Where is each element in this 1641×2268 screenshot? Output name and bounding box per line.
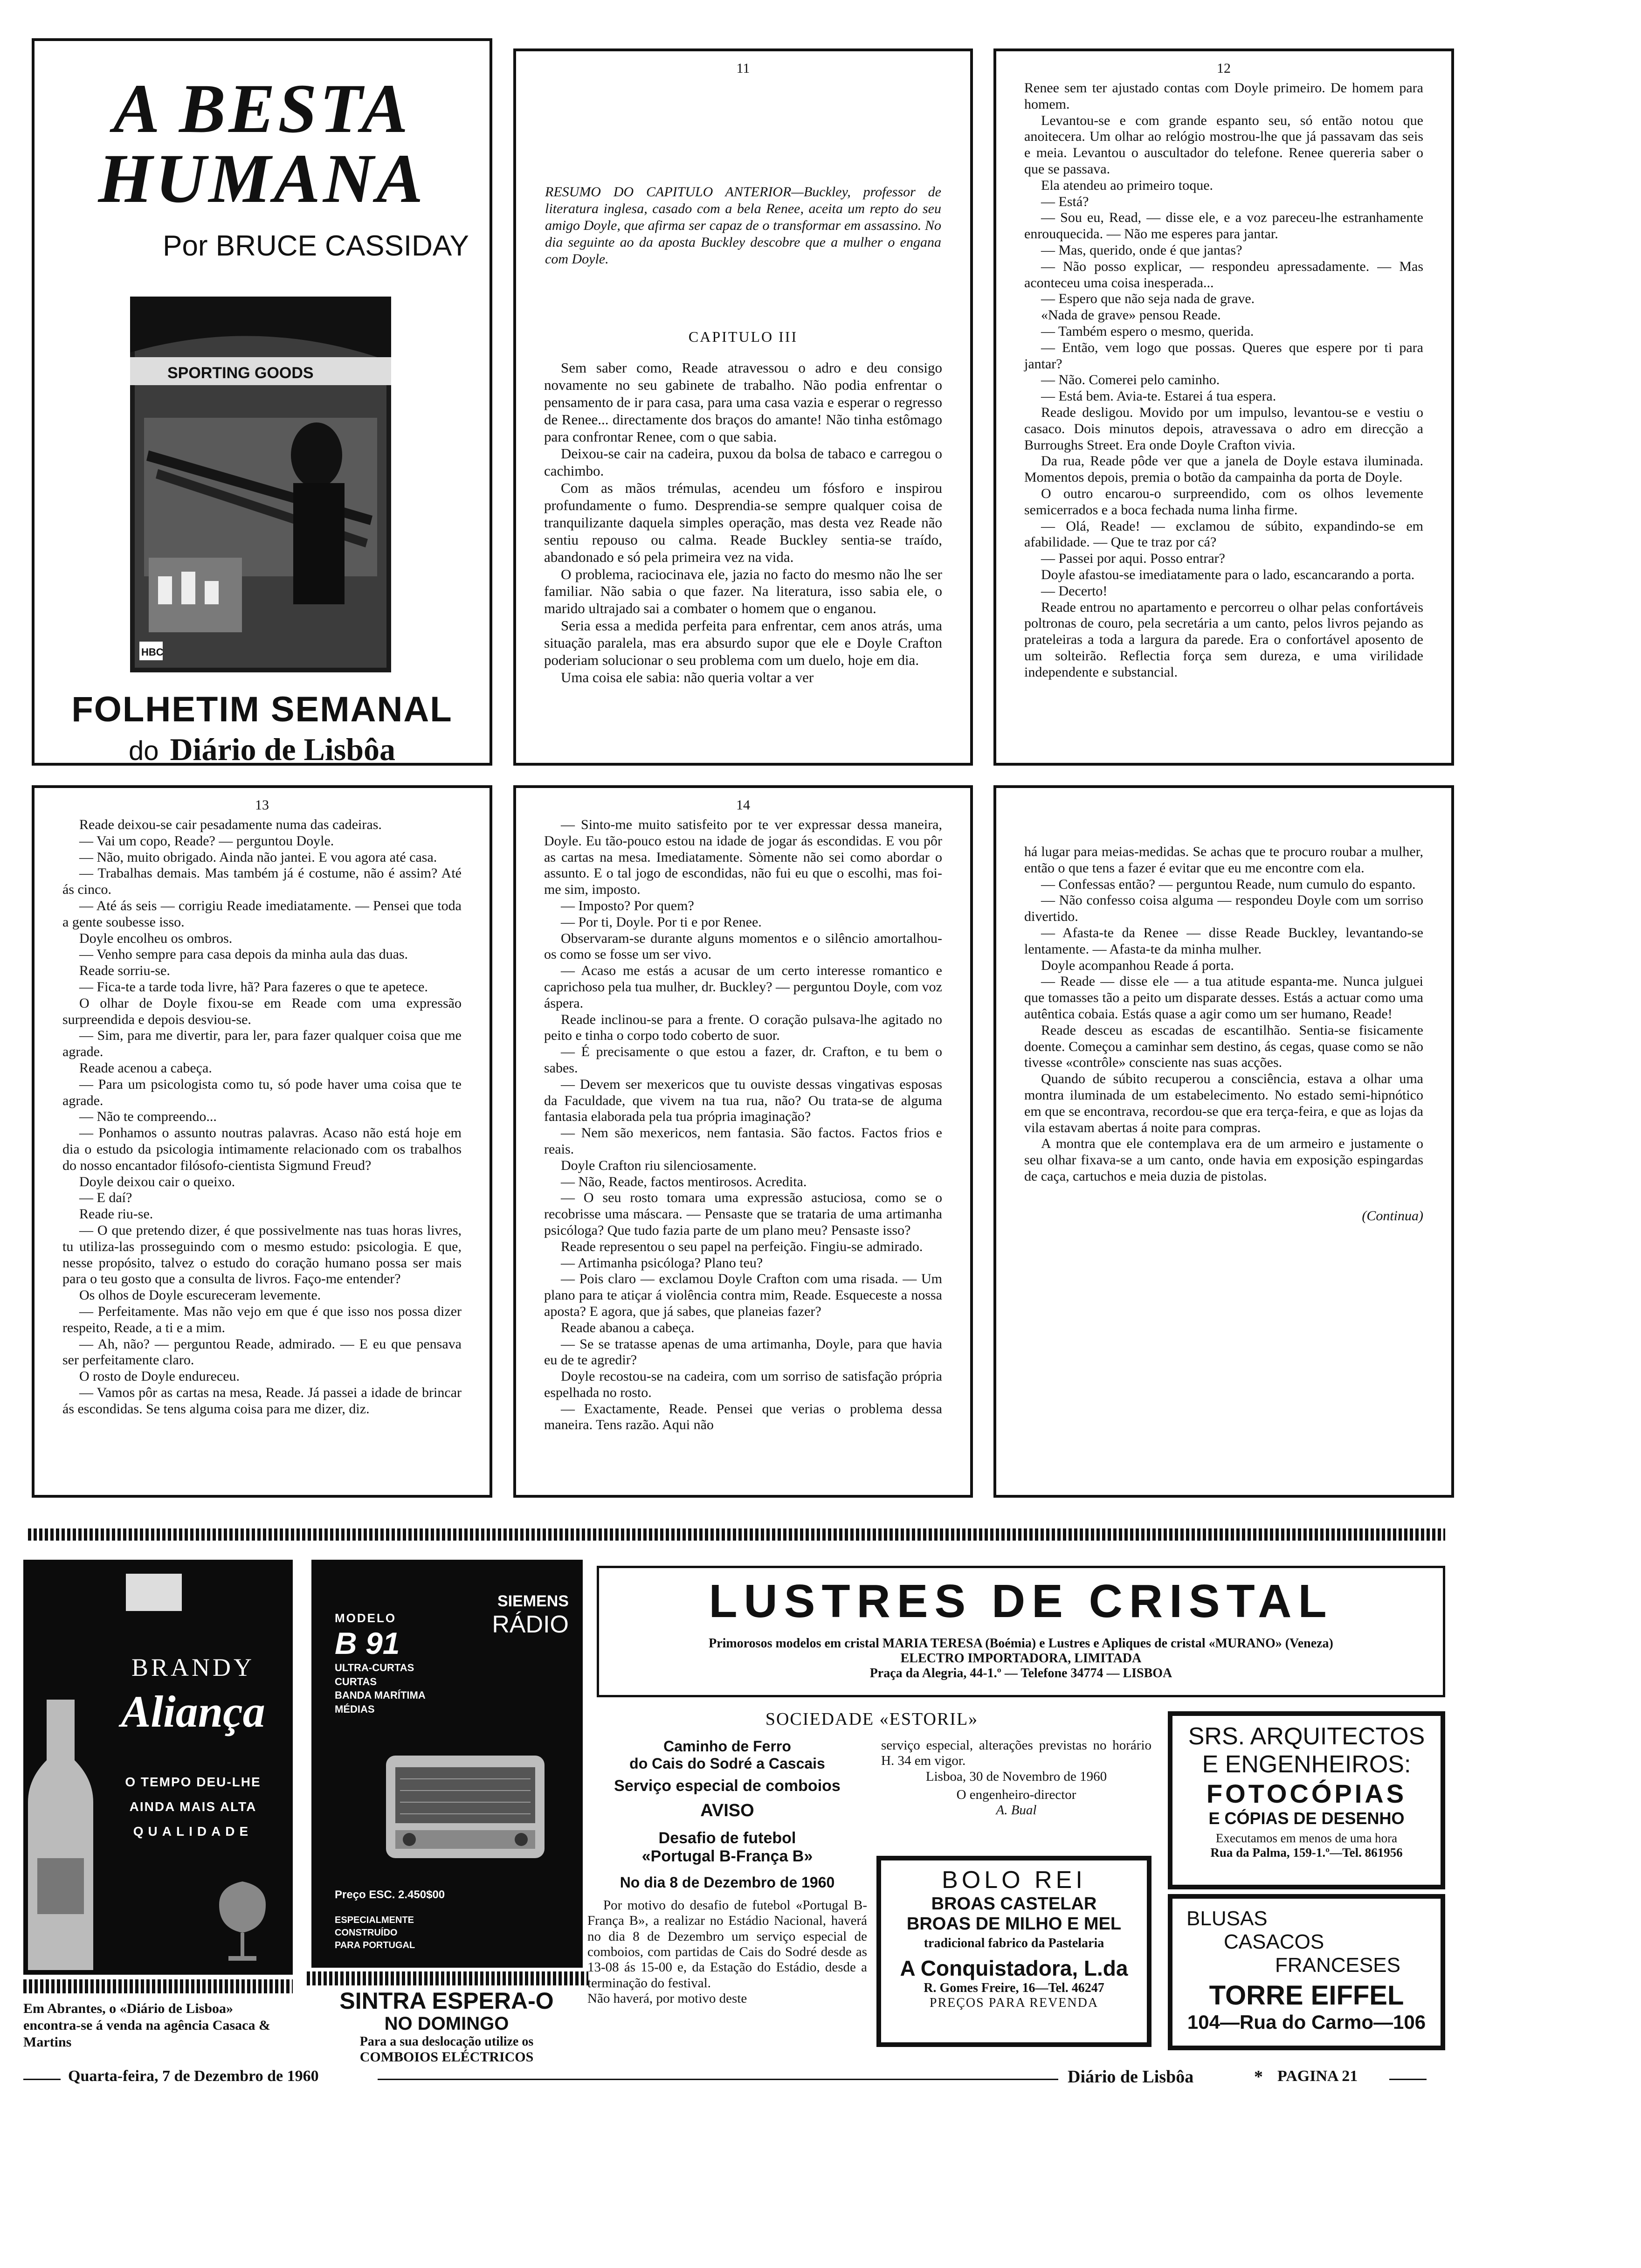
paragraph: — Não, Reade, factos mentirosos. Acredita.: [561, 1174, 807, 1189]
folhetim-paper-line: [34, 731, 490, 768]
bolo-addr: R. Gomes Freire, 16—Tel. 46247: [924, 1981, 1104, 1995]
paragraph: — Passei por aqui. Posso entrar?: [1041, 551, 1225, 567]
paragraph: Deixou-se cair na cadeira, puxou da bolsa de tabaco e carregou o cachimbo.: [544, 445, 942, 479]
paragraph: — Ponhamos o assunto noutras palavras. Acaso não está hoje em dia o estudo da psicologia intimamente relacionado com os trabalhos do nosso encantador filósofo-cientista Sigmund Freud?: [62, 1125, 462, 1173]
arq-l3: FOTOCÓPIAS: [1206, 1779, 1407, 1808]
paragraph: Reade acenou a cabeça.: [79, 1060, 212, 1076]
bolo-l2: BROAS CASTELAR: [931, 1894, 1097, 1914]
estoril-l3: Serviço especial de comboios: [614, 1777, 841, 1795]
bolo-l1: BOLO REI: [942, 1867, 1086, 1894]
paragraph: Da rua, Reade pôde ver que a janela de Doyle estava iluminada. Momentos depois, premia o botão da campainha da porta de Doyle.: [1024, 453, 1423, 485]
paragraph: Reade abanou a cabeça.: [561, 1320, 695, 1335]
paragraph: — O que pretendo dizer, é que possivelmente nas tuas horas livres, tu utiliza-las prosseguindo com o mesmo estudo: psicologia. E que, nesse propósito, talvez o estudo do coração humano possa ser mais para o teu gosto que a consulta de livros. Faço-me entender?: [62, 1222, 462, 1287]
page-11: [513, 48, 973, 766]
abrantes-notice: Em Abrantes, o «Diário de Lisboa» encontra-se á venda na agência Casaca & Martins: [23, 2001, 270, 2050]
estoril-body: Por motivo do desafio de futebol «Portugal B-França B», a realizar no Estádio Nacional, haverá no dia 8 de Dezembro um serviço especial de comboios, com partidas de Cais do Sodré desde as 13-08 ás 15-00 e, da Estação do Estádio, desde a terminação do festival.: [587, 1898, 867, 1991]
paragraph: — Não te compreendo...: [79, 1109, 217, 1125]
estoril-left: [587, 1738, 867, 2006]
special-line: PARA PORTUGAL: [335, 1940, 415, 1950]
footer-rule-right: [1389, 2079, 1427, 2080]
paragraph: Com as mãos trémulas, acendeu um fósforo e inspirou profundamente o fumo. Desprendia-se sempre qualquer coisa de tranquilizante daquela simples operação, mas desta vez Reade não sentiu repouso ou calma. Reade Buckley sentia-se traído, abandonado e só pela primeira vez na vida.: [544, 480, 942, 565]
paragraph: — Imposto? Por quem?: [561, 898, 694, 913]
paragraph: — Olá, Reade! — exclamou de súbito, expandindo-se em afabilidade. — Que te traz por cá?: [1024, 518, 1423, 550]
paragraph: — Confessas então? — perguntou Reade, num cumulo do espanto.: [1041, 876, 1416, 892]
slogan-line: QUALIDADE: [133, 1824, 253, 1839]
paragraph: O olhar de Doyle fixou-se em Reade com uma expressão surpreendida e depois desviou-se.: [62, 995, 462, 1027]
paragraph: Doyle encolheu os ombros.: [79, 930, 233, 946]
paragraph: — Trabalhas demais. Mas também já é costume, não é assim? Até ás cinco.: [62, 865, 462, 898]
sign-text: SPORTING GOODS: [167, 364, 314, 382]
siemens-special: [335, 1914, 415, 1952]
siemens-model-block: [335, 1611, 426, 1716]
lustres-ad: [597, 1566, 1445, 1697]
paragraph: — Afasta-te da Renee — disse Reade Buckley, levantando-se lentamente. — Afasta-te da minha mulher.: [1024, 925, 1423, 957]
estoril-right4: A. Bual: [996, 1803, 1037, 1818]
paragraph: — Exactamente, Reade. Pensei que verias o problema dessa maneira. Tens razão. Aqui não: [544, 1401, 942, 1433]
estoril-l1: Caminho de Ferro: [663, 1738, 791, 1755]
slogan-line: O TEMPO DEU-LHE: [125, 1775, 261, 1789]
arq-l4: E CÓPIAS DE DESENHO: [1208, 1809, 1405, 1828]
paragraph: — Devem ser mexericos que tu ouviste dessas vingativas esposas da Faculdade, que vivem na tua rua, não? Ou trata-se de alguma fantasia elaborada pela tua própria imaginação?: [544, 1076, 942, 1125]
bolo-l4: tradicional fabrico da Pastelaria: [924, 1936, 1104, 1950]
special-line: ESPECIALMENTE: [335, 1915, 414, 1925]
page-14: [513, 785, 973, 1498]
siemens-name: SIEMENS: [497, 1592, 569, 1610]
footer-star: *: [1254, 2067, 1263, 2087]
eiffel-l2: CASACOS: [1224, 1930, 1324, 1953]
band-line: ULTRA-CURTAS: [335, 1662, 414, 1673]
paragraph: — Vamos pôr as cartas na mesa, Reade. Já passei a idade de brincar ás escondidas. Se tens alguma coisa para me dizer, diz.: [62, 1384, 462, 1417]
siemens-price: Preço ESC. 2.450$00: [335, 1888, 445, 1901]
paragraph: — Não, muito obrigado. Ainda não jantei. E vou agora até casa.: [79, 849, 437, 865]
paragraph: — Sim, para me divertir, para ler, para fazer qualquer coisa que me agrade.: [62, 1028, 462, 1060]
band-line: CURTAS: [335, 1675, 377, 1687]
paragraph: há lugar para meias-medidas. Se achas que te procuro roubar a mulher, então o que tens a fazer é evitar que eu me encontre com ela.: [1024, 844, 1423, 876]
bolo-l3: BROAS DE MILHO E MEL: [906, 1914, 1122, 1934]
paragraph: — Não. Comerei pelo caminho.: [1041, 372, 1220, 388]
continua-label: (Continua): [1362, 1208, 1423, 1224]
paragraph: Os olhos de Doyle escureceram levemente.: [79, 1287, 321, 1303]
paragraph: — Ah, não? — perguntou Reade, admirado. — E eu que pensava ser perfeitamente claro.: [62, 1336, 462, 1368]
model-name: B 91: [335, 1626, 400, 1660]
paragraph: Observaram-se durante alguns momentos e o silêncio amortalhou-os como se fosse um ser vivo.: [544, 930, 942, 962]
paragraph: Reade inclinou-se para a frente. O coração pulsava-lhe agitado no peito e tinha o corpo todo coberto de suor.: [544, 1011, 942, 1044]
footer-date: Quarta-feira, 7 de Dezembro de 1960: [68, 2067, 319, 2085]
paragraph: — Artimanha psicóloga? Plano teu?: [561, 1255, 763, 1271]
sintra-sub: NO DOMINGO: [384, 2013, 509, 2034]
footer-do: do: [128, 736, 159, 766]
brandy-label: BRANDY: [131, 1653, 255, 1681]
paragraph: — Fica-te a tarde toda livre, hã? Para fazeres o que te apetece.: [79, 979, 428, 995]
paragraph: O outro encarou-o surpreendido, com os olhos levemente semicerrados e a boca fechada numa linha firme.: [1024, 485, 1423, 518]
siemens-brand: [492, 1592, 569, 1639]
page-text: [516, 360, 970, 686]
page-number: 14: [736, 797, 750, 813]
paragraph: Doyle Crafton riu silenciosamente.: [561, 1157, 757, 1173]
eiffel-l1: BLUSAS: [1186, 1907, 1268, 1930]
small-divider: [23, 1979, 293, 1993]
estoril-header: SOCIEDADE «ESTORIL»: [765, 1709, 979, 1729]
paragraph: — É precisamente o que estou a fazer, dr. Crafton, e tu bem o sabes.: [544, 1044, 942, 1076]
paragraph: Reade desceu as escadas de escantilhão. Sentia-se fisicamente doente. Começou a caminhar sem destino, ás cegas, quase como se não tivesse «contrôle» consciente nas suas acções.: [1024, 1022, 1423, 1071]
paragraph: — Espero que não seja nada de grave.: [1041, 291, 1255, 307]
page-footer: [23, 2067, 1445, 2095]
paragraph: — Então, vem logo que possas. Queres que espere por ti para jantar?: [1024, 339, 1423, 372]
paragraph: Doyle recostou-se na cadeira, com um sorriso de satisfação própria espelhada no rosto.: [544, 1369, 942, 1400]
eiffel-l3: FRANCESES: [1275, 1954, 1400, 1977]
svg-text:HBC: HBC: [141, 646, 164, 658]
footer-rule-mid: [378, 2079, 1058, 2080]
paragraph: — Para um psicologista como tu, só pode haver uma coisa que te agrade.: [62, 1076, 462, 1108]
paragraph: — Mas, querido, onde é que jantas?: [1041, 242, 1242, 258]
brandy-slogan: [93, 1770, 293, 1844]
paragraph: O rosto de Doyle endureceu.: [79, 1369, 240, 1384]
paragraph: Doyle deixou cair o queixo.: [79, 1174, 235, 1189]
arq-l1: SRS. ARQUITECTOS: [1188, 1723, 1425, 1750]
page-15: [993, 785, 1454, 1498]
paragraph: Uma coisa ele sabia: não queria voltar a ver: [561, 669, 814, 685]
page-text: [996, 80, 1451, 680]
paragraph: — Sou eu, Read, — disse ele, e a voz pareceu-lhe estranhamente enrouquecida. — Não me esperes para jantar.: [1024, 210, 1423, 242]
eiffel-ad: [1168, 1894, 1445, 2050]
page-12: [993, 48, 1454, 766]
paragraph: — Está?: [1041, 194, 1089, 209]
paragraph: — Também espero o mesmo, querida.: [1041, 323, 1254, 339]
estoril-body-end: Não haverá, por motivo deste: [587, 1991, 747, 2006]
paragraph: Reade entrou no apartamento e percorreu o olhar pelas confortáveis poltronas de couro, pela secretária a um canto, pelos livros pejando as prateleiras a toda a largura da parede. Era o confortável aposento de um solteirão. Reflectia força sem dureza, e uma virilidade independente e substancial.: [1024, 599, 1423, 680]
paragraph: Reade sorriu-se.: [79, 963, 170, 979]
paragraph: Ela atendeu ao primeiro toque.: [1041, 177, 1214, 193]
lustres-title: LUSTRES DE CRISTAL: [709, 1575, 1333, 1627]
arq-l2: E ENGENHEIROS:: [1202, 1751, 1411, 1778]
footer-page: PAGINA 21: [1277, 2067, 1358, 2085]
folhetim-author: Por BRUCE CASSIDAY: [163, 230, 469, 262]
arq-l5: Executamos em menos de uma hora: [1215, 1831, 1398, 1845]
paragraph: O problema, raciocinava ele, jazia no facto do mesmo não lhe ser familiar. Não sabia o que fazer. Na literatura, isso sabia ele, o marido ultrajado sai a combater o homem que o enganou.: [544, 566, 942, 617]
paragraph: — Acaso me estás a acusar de um certo interesse romantico e caprichoso pela tua mulher, dr. Buckley? — perguntou Doyle, com voz áspera.: [544, 963, 942, 1011]
estoril-right1: serviço especial, alterações previstas no horário H. 34 em vigor.: [881, 1738, 1151, 1769]
title-line-2: HUMANA: [98, 140, 426, 217]
paragraph: — O seu rosto tomara uma expressão astuciosa, como se o recobrisse uma máscara. — Pensaste que se trataria de uma artimanha psicóloga? Que tudo fazia parte de um plano meu? Pensaste isso?: [544, 1190, 942, 1238]
sintra-title: SINTRA ESPERA-O: [339, 1988, 554, 2014]
bolo-precos: PREÇOS PARA REVENDA: [929, 1996, 1099, 2010]
paragraph: — Pois claro — exclamou Doyle Crafton com uma risada. — Um plano para te atiçar á violência contra mim, Reade. Esqueceste a nossa aposta? E agora, que já sabes, que planeias fazer?: [544, 1271, 942, 1319]
paragraph: Reade riu-se.: [79, 1206, 153, 1222]
arq-l6: Rua da Palma, 159-1.º—Tel. 861956: [1210, 1846, 1403, 1860]
brandy-ad: [23, 1560, 293, 1975]
page-number: 12: [1217, 61, 1231, 76]
title-line-1: A BESTA: [113, 70, 411, 147]
estoril-desafio1: Desafio de futebol: [658, 1829, 796, 1847]
paragraph: «Nada de grave» pensou Reade.: [1041, 307, 1221, 323]
eiffel-addr: 104—Rua do Carmo—106: [1187, 2011, 1426, 2033]
footer-paper-name: Diário de Lisbôa: [170, 732, 396, 767]
estoril-right2: Lisboa, 30 de Novembro de 1960: [925, 1769, 1107, 1784]
footer-paper: Diário de Lisbôa: [1068, 2067, 1194, 2087]
paragraph: — Reade — disse ele — a tua atitude espanta-me. Nunca julguei que tomasses tão a peito um disparate desses. Estás a actuar como uma autêntica cobaia. Estás quase a agir como um ser humano, Reade!: [1024, 974, 1423, 1022]
paragraph: Sem saber como, Reade atravessou o adro e deu consigo novamente no seu gabinete de trabalho. Não podia enfrentar o pensamento de ir para casa, para uma casa vazia e esperar o regresso de Renee... directamente dos braços do amante! Não tinha estômago para confrontar Renee, com o que sabia.: [544, 360, 942, 445]
paragraph: — Não posso explicar, — respondeu apressadamente. — Mas aconteceu uma coisa inesperada...: [1024, 258, 1423, 290]
page-text: [516, 817, 970, 1433]
folhetim-title: [34, 70, 490, 217]
paragraph: — Não confesso coisa alguma — respondeu Doyle com um sorriso divertido.: [1024, 892, 1423, 925]
paragraph: — Perfeitamente. Mas não vejo em que é que isso nos possa dizer respeito, Reade, a ti e a mim.: [62, 1303, 462, 1335]
page-number: 11: [736, 61, 750, 76]
estoril-right: [881, 1738, 1151, 1819]
radio-illustration: [381, 1746, 549, 1867]
paragraph: — Venho sempre para casa depois da minha aula das duas.: [79, 947, 408, 962]
footer-rule-left: [23, 2079, 61, 2080]
siemens-ad: [311, 1560, 583, 1968]
estoril-right3: O engenheiro-director: [956, 1787, 1076, 1803]
paragraph: Reade desligou. Movido por um impulso, levantou-se e vestiu o casaco. Dois minutos depois, atravessava o adro em direcção a Burroughs Street. Era onde Doyle Crafton vivia.: [1024, 404, 1423, 453]
siemens-radio: RÁDIO: [492, 1611, 569, 1638]
band-line: MÉDIAS: [335, 1703, 375, 1715]
lustres-line3: Praça da Alegria, 44-1.º — Telefone 34774 — LISBOA: [869, 1666, 1172, 1680]
small-divider: [307, 1971, 588, 1985]
brandy-illustration: [23, 1560, 293, 1975]
eiffel-name: TORRE EIFFEL: [1209, 1980, 1404, 2011]
brandy-name: Aliança: [121, 1687, 265, 1736]
paragraph: — Se se tratasse apenas de uma artimanha, Doyle, para que havia eu de te agredir?: [544, 1336, 942, 1368]
paragraph: — Está bem. Avia-te. Estarei á tua espera.: [1041, 388, 1276, 404]
folhetim-semanal: FOLHETIM SEMANAL: [71, 690, 453, 729]
lustres-line2: ELECTRO IMPORTADORA, LIMITADA: [900, 1651, 1142, 1666]
bands: [335, 1661, 426, 1716]
paragraph: — Vai um copo, Reade? — perguntou Doyle.: [79, 833, 334, 849]
page-text: [34, 817, 490, 1417]
paragraph: — E daí?: [79, 1190, 132, 1206]
special-line: CONSTRUÍDO: [335, 1928, 398, 1938]
paragraph: Levantou-se e com grande espanto seu, só então notou que anoitecera. Um olhar ao relógio mostrou-lhe que já passavam das seis e meia. Levantou o auscultador do telefone. Renee quereria saber o que se passava.: [1024, 112, 1423, 177]
band-line: BANDA MARÍTIMA: [335, 1689, 426, 1701]
paragraph: — Sinto-me muito satisfeito por te ver expressar dessa maneira, Doyle. Eu tão-pouco estou na idade de jogar ás escondidas. E vou pôr as cartas na mesa. Imediatamente. Sòmente não sei como abordar o assunto. E o tal jogo de escondidas, não fui eu que o escolhi, mas foi-me sim, imposto.: [544, 817, 942, 898]
estoril-date: No dia 8 de Dezembro de 1960: [620, 1874, 835, 1891]
estoril-aviso: AVISO: [700, 1801, 754, 1820]
page-13: [32, 785, 492, 1498]
sintra-ad: [302, 1988, 591, 2065]
sintra-line1: Para a sua deslocação utilize os: [359, 2034, 534, 2049]
paragraph: — Até ás seis — corrigiu Reade imediatamente. — Pensei que toda a gente soubesse isso.: [62, 898, 462, 930]
paragraph: Doyle afastou-se imediatamente para o lado, escancarando a porta.: [1041, 567, 1415, 582]
paragraph: — Por ti, Doyle. Por ti e por Renee.: [561, 914, 762, 930]
folhetim-cover: [32, 38, 492, 766]
sintra-line2: COMBOIOS ELÉCTRICOS: [359, 2049, 534, 2065]
paragraph: A montra que ele contemplava era de um armeiro e justamente o seu olhar fixava-se a um canto, onde havia em exposição espingardas de caça, cartuchos e meia duzia de pistolas.: [1024, 1136, 1423, 1184]
lustres-line1: Primorosos modelos em cristal MARIA TERESA (Boémia) e Lustres e Apliques de cristal «MURANO» (Veneza): [709, 1636, 1333, 1651]
chapter-heading: CAPITULO III: [688, 328, 798, 345]
paragraph: Seria essa a medida perfeita para enfrentar, cem anos atrás, uma situação paralela, mas era absurdo supor que ele e Doyle Crafton poderiam solucionar o seu problema com um duelo, hoje em dia.: [544, 617, 942, 668]
chapter-summary: RESUMO DO CAPITULO ANTERIOR—Buckley, professor de literatura inglesa, casado com a bela Renee, aceita um repto do seu amigo Doyle, que afirma ser capaz de o transformar em assassino. No dia seguinte ao da aposta Buckley descobre que a mulher o engana com Doyle.: [545, 184, 941, 267]
paragraph: Doyle acompanhou Reade á porta.: [1041, 957, 1234, 973]
cover-illustration: [130, 297, 391, 672]
section-divider: [28, 1528, 1445, 1541]
paragraph: Reade deixou-se cair pesadamente numa das cadeiras.: [79, 817, 382, 832]
modelo-label: MODELO: [335, 1611, 397, 1625]
paragraph: Renee sem ter ajustado contas com Doyle primeiro. De homem para homem.: [1024, 80, 1423, 112]
slogan-line: AINDA MAIS ALTA: [129, 1799, 257, 1814]
estoril-l2: do Cais do Sodré a Cascais: [629, 1755, 825, 1772]
paragraph: Reade representou o seu papel na perfeição. Fingiu-se admirado.: [561, 1238, 923, 1254]
page-number: 13: [255, 797, 269, 813]
bolo-name: A Conquistadora, L.da: [900, 1956, 1128, 1980]
bolo-rei-ad: [876, 1856, 1151, 2047]
estoril-desafio2: «Portugal B-França B»: [641, 1847, 813, 1865]
paragraph: — Decerto!: [1041, 583, 1108, 599]
paragraph: Quando de súbito recuperou a consciência, estava a olhar uma montra iluminada de um estabelecimento. No estado semi-hipnótico em que se encontrava, recordou-se que era terça-feira, e que as lojas da vila estavam abertas á noite para compras.: [1024, 1071, 1423, 1135]
arquitectos-ad: [1168, 1711, 1445, 1889]
paragraph: — Nem são mexericos, nem fantasia. São factos. Factos frios e reais.: [544, 1125, 942, 1157]
page-text: [996, 844, 1451, 1224]
